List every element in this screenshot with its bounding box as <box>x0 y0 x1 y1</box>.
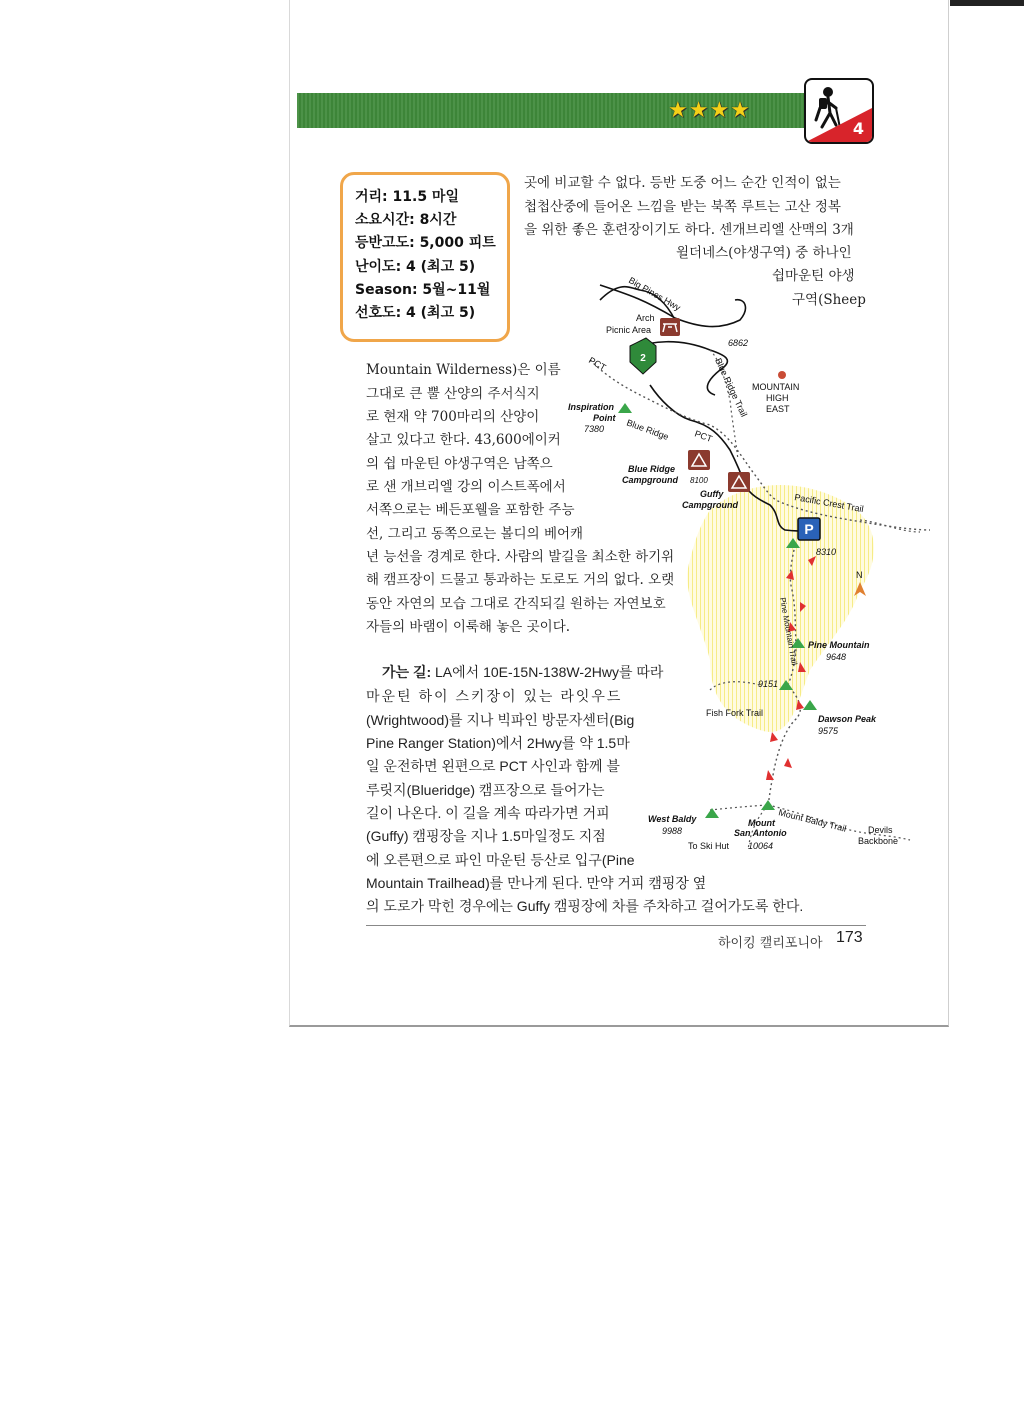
info-elevation: 등반고도: 5,000 피트 <box>355 235 496 251</box>
info-preference: 선호도: 4 (최고 5) <box>355 305 476 321</box>
devils-backbone-label-1: Devils <box>868 825 893 835</box>
body-line: 루릿지(Blueridge) 캠프장으로 들어가는 <box>366 782 605 798</box>
info-difficulty: 난이도: 4 (최고 5) <box>355 259 476 275</box>
body-line: 에 오른편으로 파인 마운틴 등산로 입구(Pine <box>366 852 635 868</box>
mountain-high-label-1: MOUNTAIN <box>752 382 800 392</box>
north-label: N <box>856 570 863 580</box>
route-arrow <box>784 758 792 768</box>
body-line: 길이 나온다. 이 길을 계속 따라가면 거피 <box>366 805 610 821</box>
rating-stars: ★★★★ <box>668 98 751 123</box>
trail-map <box>560 260 940 870</box>
route-arrow <box>770 732 778 742</box>
body-line: 쉽마운틴 야생 <box>772 268 855 284</box>
peak-icon <box>618 403 632 413</box>
elev-9151: 9151 <box>758 679 779 689</box>
to-ski-hut-label: To Ski Hut <box>688 841 730 851</box>
body-line: 로 현재 약 700마리의 산양이 <box>366 409 540 425</box>
dawson-peak-label: Dawson Peak <box>818 714 877 724</box>
body-line: 첩첩산중에 들어온 느낌을 받는 북쪽 루트는 고산 정복 <box>524 199 841 215</box>
body-line: 년 능선을 경계로 한다. 사람의 발길을 최소한 하기위 <box>366 549 675 565</box>
arch-label: Arch <box>636 313 655 323</box>
directions-text: LA에서 10E-15N-138W-2Hwy를 따라 <box>431 664 664 680</box>
body-line: Pine Ranger Station)에서 2Hwy를 약 1.5마 <box>366 735 630 751</box>
body-line: 일 운전하면 왼편으로 PCT 사인과 함께 블 <box>366 758 620 774</box>
body-line: 해 캠프장이 드물고 통과하는 도로도 거의 없다. 오랫 <box>366 572 675 588</box>
parking-icon <box>798 518 820 540</box>
body-line: 살고 있다고 한다. 43,600에이커 <box>366 432 561 448</box>
body-line: 자들의 바램이 이룩해 놓은 곳이다. <box>366 619 571 635</box>
pine-mountain-trail-label: Pine Mountain Trail <box>778 596 799 666</box>
mount-baldy-trail-label: Mount Baldy Trail <box>777 807 848 834</box>
pct-label-2: PCT <box>693 428 714 445</box>
picnic-area-label: Picnic Area <box>606 325 652 335</box>
blue-ridge-campground-label-2: Campground <box>622 475 678 485</box>
guffy-label-2: Campground <box>682 500 738 510</box>
mount-san-antonio-label-1: Mount <box>748 818 775 828</box>
body-line: 로 샌 개브리엘 강의 이스트폭에서 <box>366 479 566 495</box>
mountain-high-label-2: HIGH <box>766 393 789 403</box>
blue-ridge-campground-label-1: Blue Ridge <box>628 464 676 474</box>
difficulty-badge-number: 4 <box>852 119 864 138</box>
fish-fork-trail-label: Fish Fork Trail <box>706 708 764 718</box>
body-line: 그대로 큰 뿔 산양의 주서식지 <box>366 386 540 402</box>
inspiration-point-label-1: Inspiration <box>568 402 615 412</box>
pct-label: PCT <box>587 355 608 373</box>
footer-title: 하이킹 캘리포니아 <box>718 936 823 951</box>
body-line: (Wrightwood)를 지나 빅파인 방문자센터(Big <box>366 712 635 728</box>
guffy-campground-icon <box>728 472 750 492</box>
pine-mountain-elev: 9648 <box>826 652 847 662</box>
west-baldy-label: West Baldy <box>648 814 697 824</box>
blue-ridge-label: Blue Ridge <box>625 417 671 442</box>
trail-info-box <box>340 172 510 342</box>
inspiration-point-label-2: Point <box>593 413 616 423</box>
body-line: 구역(Sheep <box>792 292 866 308</box>
directions-label: 가는 길: <box>382 664 432 680</box>
body-line: 곳에 비교할 수 없다. 등반 도중 어느 순간 인적이 없는 <box>524 175 841 191</box>
highway-2-shield <box>630 338 656 374</box>
guffy-label-1: Guffy <box>700 489 724 499</box>
body-line: 선, 그리고 동쪽으로는 볼디의 베어캐 <box>366 526 584 542</box>
big-pines-hwy-label: Big Pines Hwy <box>627 275 683 313</box>
elev-6862: 6862 <box>728 338 749 348</box>
body-line: 의 도로가 막힌 경우에는 Guffy 캠핑장에 차를 주차하고 걸어가도록 한다. <box>366 898 804 914</box>
west-baldy-elev: 9988 <box>662 826 683 836</box>
body-line: 윌더네스(야생구역) 중 하나인 <box>676 245 852 261</box>
west-baldy-trail <box>710 805 768 810</box>
scan-edge <box>950 0 1024 6</box>
body-line: 서쪽으로는 베든포웰을 포함한 주능 <box>366 502 575 518</box>
elev-8310: 8310 <box>816 547 837 557</box>
body-line: Mountain Trailhead)를 만나게 된다. 만약 거피 캠핑장 옆 <box>366 875 707 891</box>
inspiration-elev: 7380 <box>584 424 605 434</box>
blue-ridge-elev: 8100 <box>690 476 708 485</box>
mountain-high-dot <box>778 371 786 379</box>
mountain-high-label-3: EAST <box>766 404 790 414</box>
info-time: 소요시간: 8시간 <box>355 212 457 228</box>
peak-icon <box>761 800 775 810</box>
body-line: Mountain Wilderness)은 이름 <box>366 362 561 378</box>
dawson-peak-elev: 9575 <box>818 726 839 736</box>
body-line: 을 위한 좋은 훈련장이기도 하다. 센개브리엘 산맥의 3개 <box>524 222 854 238</box>
info-season: Season: 5월~11월 <box>355 282 491 298</box>
body-line: (Guffy) 캠핑장을 지나 1.5마일정도 지점 <box>366 828 606 844</box>
pacific-crest-label: Pacific Crest Trail <box>793 492 865 515</box>
blue-ridge-trail-label: Blue Ridge Trail <box>713 356 750 419</box>
arch-picnic-icon <box>660 318 680 336</box>
hiker-badge <box>804 78 874 144</box>
page-number: 173 <box>836 929 863 946</box>
footer-rule <box>366 925 866 926</box>
body-line: 동안 자연의 모습 그대로 간직되길 원하는 자연보호 <box>366 596 666 612</box>
parking-label: P <box>804 521 814 537</box>
pine-mountain-label: Pine Mountain <box>808 640 870 650</box>
mount-san-antonio-label-2: San Antonio <box>734 828 787 838</box>
highway-number: 2 <box>640 353 646 364</box>
devils-backbone-label-2: Backbone <box>858 836 899 846</box>
body-line: 의 쉽 마운틴 야생구역은 남쪽으 <box>366 456 553 472</box>
info-distance: 거리: 11.5 마일 <box>355 189 459 205</box>
body-line: 마운틴 하이 스키장이 있는 라잇우드 <box>366 688 623 704</box>
peak-icon <box>803 700 817 710</box>
blue-ridge-campground-icon <box>688 450 710 470</box>
mount-san-antonio-elev: 10064 <box>748 841 774 851</box>
